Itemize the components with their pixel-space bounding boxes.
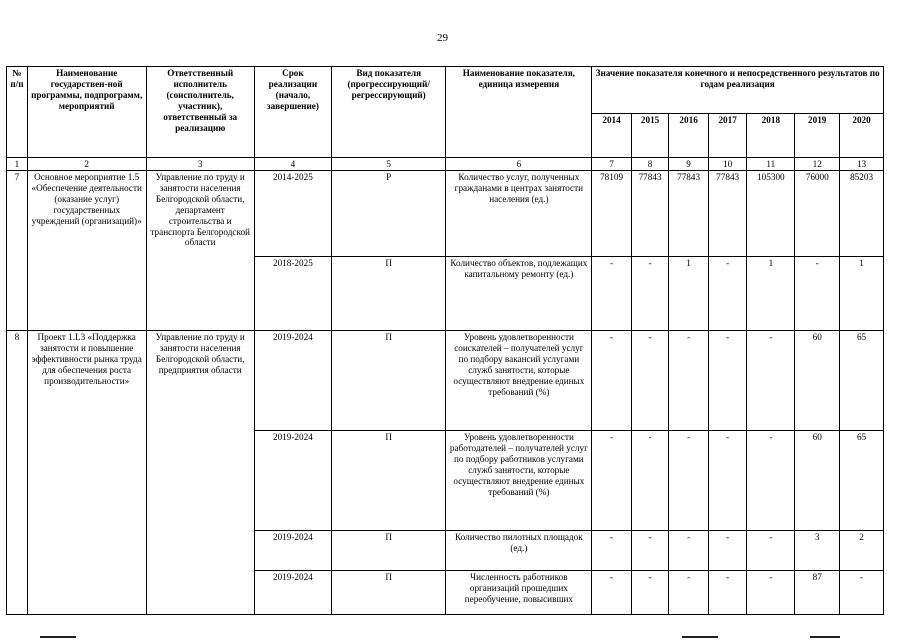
column-number: 9 (669, 158, 709, 171)
indicator-value: - (631, 431, 668, 531)
indicator-value: - (708, 257, 747, 331)
header-year: 2020 (840, 114, 884, 158)
indicator-term: 2019-2024 (254, 571, 331, 615)
indicator-value: 105300 (747, 171, 795, 257)
indicator-value: 85203 (840, 171, 884, 257)
indicator-value: 77843 (708, 171, 747, 257)
row-name: Основное мероприятие 1.5 «Обеспечение деятельности (оказание услуг) государственных учреждений (организаций)» (27, 171, 146, 331)
row-executor: Управление по труду и занятости населения Белгородской области, департамент строительства и транспорта Белгородской области (146, 171, 254, 331)
indicator-term: 2018-2025 (254, 257, 331, 331)
header-year: 2017 (708, 114, 747, 158)
scan-mark (40, 636, 76, 638)
indicator-value: 77843 (631, 171, 668, 257)
indicator-value: - (631, 331, 668, 431)
row-num: 7 (7, 171, 28, 331)
indicator-name: Численность работников организаций прошедших переобучение, повысивших (446, 571, 592, 615)
column-number: 12 (795, 158, 840, 171)
indicator-value: - (669, 531, 709, 571)
indicator-name: Уровень удовлетворенности соискателей – получателей услуг по подбору вакансий услугами служб занятости, которые осуществляют внедрение единых требований (%) (446, 331, 592, 431)
indicator-term: 2019-2024 (254, 531, 331, 571)
data-table (6, 66, 884, 615)
indicator-value: 87 (795, 571, 840, 615)
column-number: 6 (446, 158, 592, 171)
indicator-type: П (331, 257, 446, 331)
indicator-value: 3 (795, 531, 840, 571)
indicator-type: Р (331, 171, 446, 257)
column-number: 2 (27, 158, 146, 171)
indicator-name: Уровень удовлетворенности работодателей – получателей услуг по подбору работников услугами служб занятости, которые осуществляют внедрение единых требований (%) (446, 431, 592, 531)
indicator-value: - (747, 431, 795, 531)
column-number: 1 (7, 158, 28, 171)
column-number: 7 (592, 158, 632, 171)
column-number: 3 (146, 158, 254, 171)
indicator-term: 2019-2024 (254, 431, 331, 531)
indicator-value: 60 (795, 331, 840, 431)
indicator-value: 1 (669, 257, 709, 331)
indicator-value: - (669, 331, 709, 431)
column-number: 13 (840, 158, 884, 171)
header-indicator: Наименование показателя, единица измерения (446, 67, 592, 158)
header-name: Наименование государствен-ной программы, подпрограмм, мероприятий (27, 67, 146, 158)
indicator-value: 78109 (592, 171, 632, 257)
indicator-value: - (708, 571, 747, 615)
table-row (7, 331, 884, 431)
column-number: 11 (747, 158, 795, 171)
indicator-type: П (331, 331, 446, 431)
indicator-value: 65 (840, 331, 884, 431)
indicator-value: - (631, 571, 668, 615)
row-num: 8 (7, 331, 28, 615)
column-number: 5 (331, 158, 446, 171)
header-executor: Ответственный исполнитель (соисполнитель, участник), ответственный за реализацию (146, 67, 254, 158)
indicator-value: - (592, 571, 632, 615)
indicator-type: П (331, 571, 446, 615)
header-row-1 (7, 67, 884, 114)
column-number: 8 (631, 158, 668, 171)
indicator-type: П (331, 531, 446, 571)
header-type: Вид показателя (прогрессирующий/ регрессирующий) (331, 67, 446, 158)
header-year: 2014 (592, 114, 632, 158)
scan-mark (682, 636, 718, 638)
header-year: 2019 (795, 114, 840, 158)
indicator-value: - (840, 571, 884, 615)
indicator-term: 2019-2024 (254, 331, 331, 431)
indicator-name: Количество пилотных площадок (ед.) (446, 531, 592, 571)
indicator-name: Количество объектов, подлежащих капитальному ремонту (ед.) (446, 257, 592, 331)
indicator-type: П (331, 431, 446, 531)
column-number: 10 (708, 158, 747, 171)
page-number: 29 (437, 32, 448, 44)
indicator-value: - (669, 431, 709, 531)
row-executor: Управление по труду и занятости населения Белгородской области, предприятия области (146, 331, 254, 615)
indicator-value: 60 (795, 431, 840, 531)
indicator-value: - (747, 331, 795, 431)
indicator-value: - (631, 531, 668, 571)
table-row (7, 171, 884, 257)
header-year: 2016 (669, 114, 709, 158)
indicator-value: 76000 (795, 171, 840, 257)
row-name: Проект 1.L3 «Поддержка занятости и повышение эффективности рынка труда для обеспечения роста производительности» (27, 331, 146, 615)
indicator-value: 1 (747, 257, 795, 331)
header-term: Срок реализации (начало, завершение) (254, 67, 331, 158)
indicator-value: 65 (840, 431, 884, 531)
indicator-value: - (669, 571, 709, 615)
header-values-group: Значение показателя конечного и непосредственного результатов по годам реализация (592, 67, 884, 114)
column-number-row (7, 158, 884, 171)
header-year: 2018 (747, 114, 795, 158)
indicator-value: - (708, 331, 747, 431)
header-num: № п/п (7, 67, 28, 158)
indicator-value: 1 (840, 257, 884, 331)
indicator-value: - (631, 257, 668, 331)
indicator-name: Количество услуг, полученных гражданами в центрах занятости населения (ед.) (446, 171, 592, 257)
indicator-value: - (708, 431, 747, 531)
header-year: 2015 (631, 114, 668, 158)
indicator-value: - (708, 531, 747, 571)
indicator-value: - (747, 571, 795, 615)
indicator-value: - (592, 331, 632, 431)
indicator-value: - (592, 431, 632, 531)
indicator-value: 77843 (669, 171, 709, 257)
indicator-value: - (592, 257, 632, 331)
scan-mark (810, 636, 840, 638)
column-number: 4 (254, 158, 331, 171)
indicator-value: 2 (840, 531, 884, 571)
indicator-value: - (592, 531, 632, 571)
indicator-term: 2014-2025 (254, 171, 331, 257)
indicator-value: - (747, 531, 795, 571)
indicator-value: - (795, 257, 840, 331)
